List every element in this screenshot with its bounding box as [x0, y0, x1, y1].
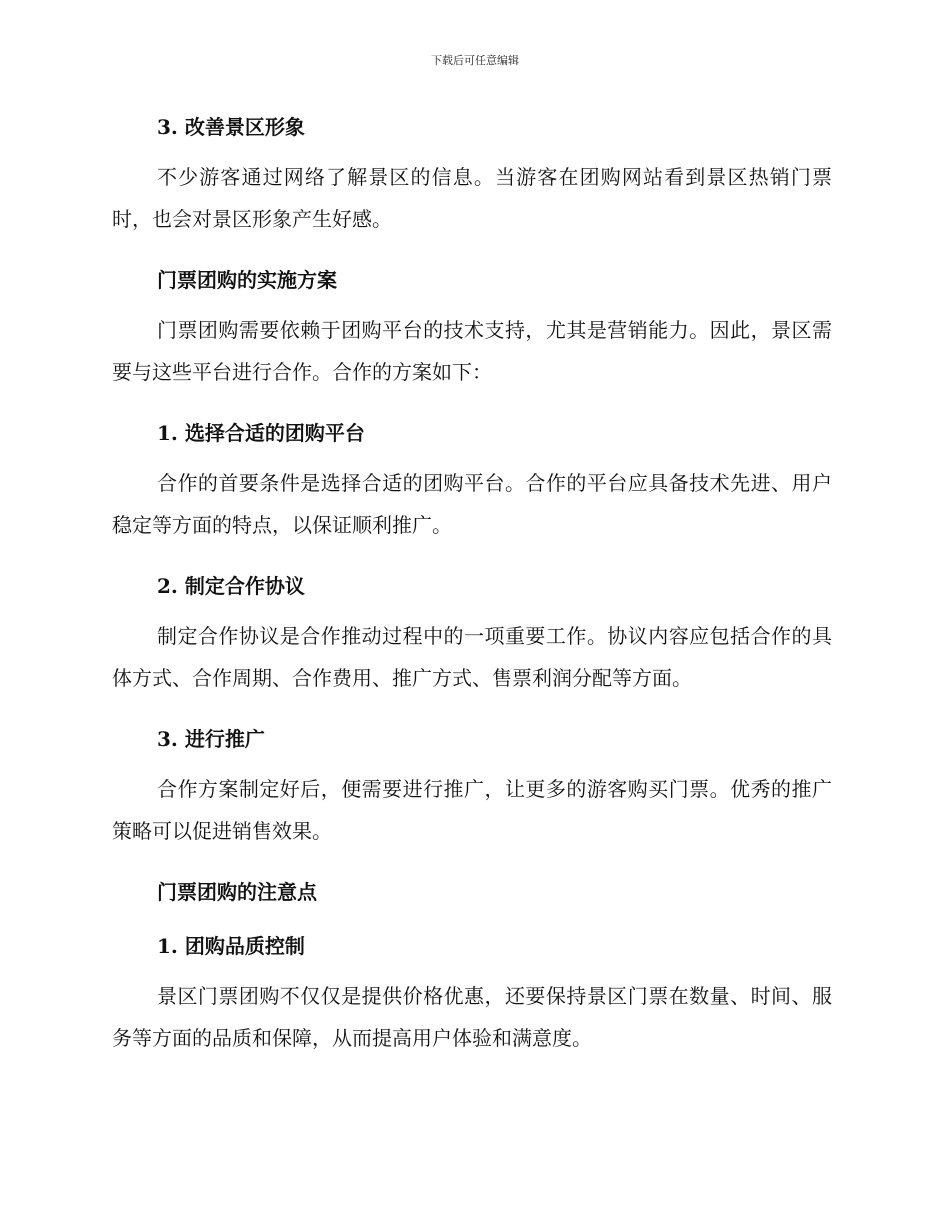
heading-cooperation-agreement: 2. 制定合作协议: [157, 574, 305, 598]
heading-implementation-plan: 门票团购的实施方案: [157, 268, 337, 292]
heading-promotion: 3. 进行推广: [157, 727, 265, 751]
header-note: 下载后可任意编辑: [431, 54, 519, 67]
heading-notes: 门票团购的注意点: [157, 880, 317, 904]
heading-quality-control: 1. 团购品质控制: [157, 934, 305, 958]
paragraph-quality-control: 景区门票团购不仅仅是提供价格优惠，还要保持景区门票在数量、时间、服务等方面的品质和保障，从而提高用户体验和满意度。: [112, 984, 832, 1050]
paragraph-improve-image: 不少游客通过网络了解景区的信息。当游客在团购网站看到景区热销门票时，也会对景区形象产生好感。: [112, 165, 832, 231]
heading-choose-platform: 1. 选择合适的团购平台: [157, 421, 365, 445]
paragraph-cooperation-agreement: 制定合作协议是合作推动过程中的一项重要工作。协议内容应包括合作的具体方式、合作周期、合作费用、推广方式、售票利润分配等方面。: [112, 624, 832, 690]
heading-improve-image: 3. 改善景区形象: [157, 115, 305, 139]
paragraph-choose-platform: 合作的首要条件是选择合适的团购平台。合作的平台应具备技术先进、用户稳定等方面的特点，以保证顺利推广。: [112, 471, 832, 537]
document-body: [112, 112, 832, 1059]
paragraph-promotion: 合作方案制定好后，便需要进行推广，让更多的游客购买门票。优秀的推广策略可以促进销售效果。: [112, 777, 832, 843]
paragraph-implementation-plan: 门票团购需要依赖于团购平台的技术支持，尤其是营销能力。因此，景区需要与这些平台进行合作。合作的方案如下：: [112, 318, 832, 384]
